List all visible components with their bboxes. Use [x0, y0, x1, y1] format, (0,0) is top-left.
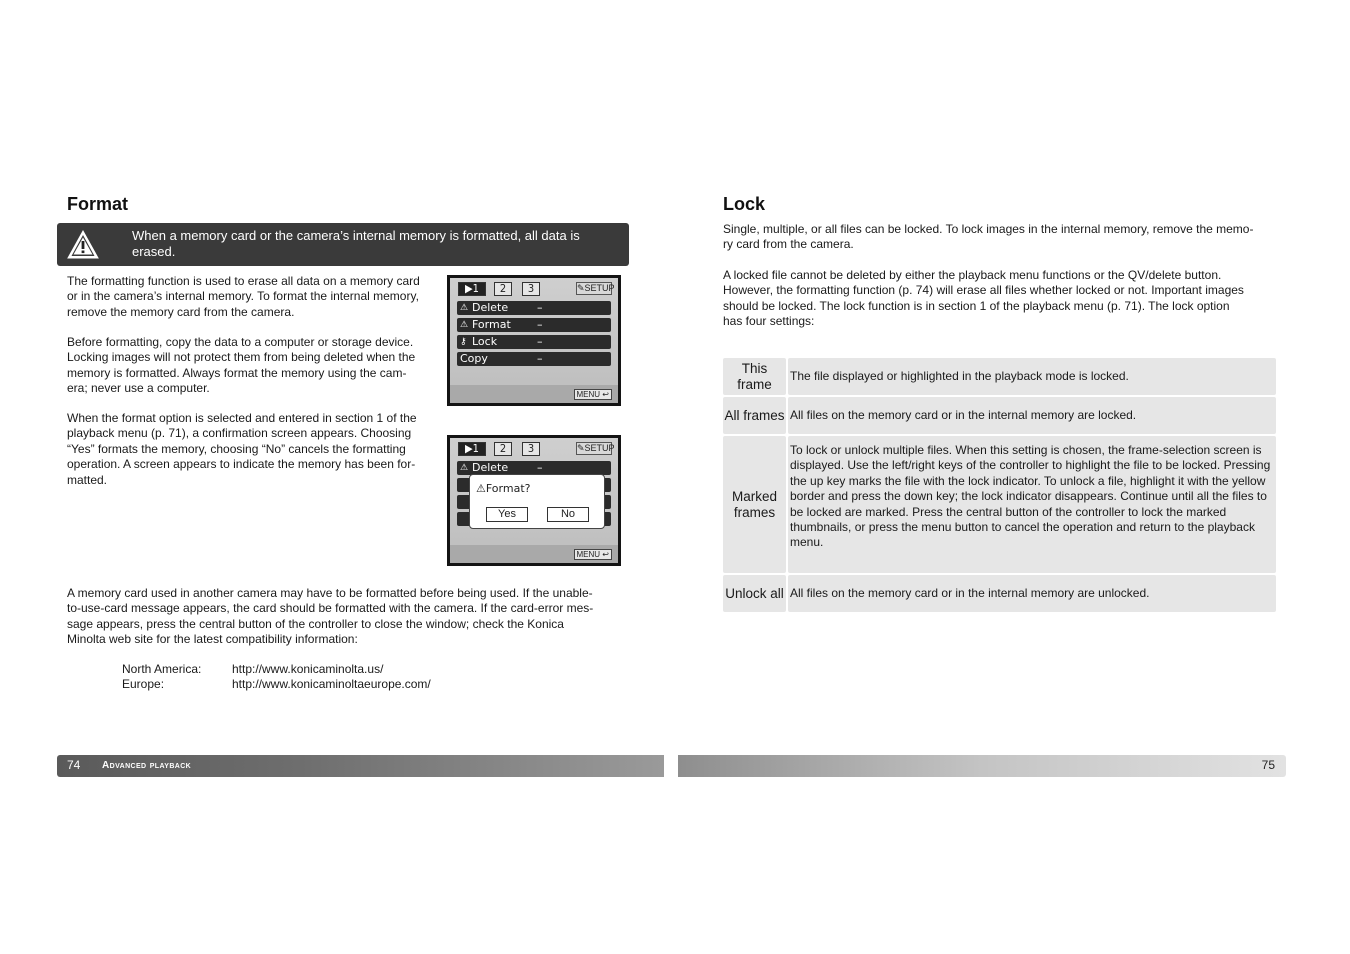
camera-menu-screenshot	[447, 275, 621, 406]
text-line: Before formatting, copy the data to a computer or storage device.	[67, 335, 414, 349]
playback-tab-2: 2	[494, 282, 512, 296]
table-row-label: This frame	[723, 358, 786, 395]
table-row-label: Unlock all	[723, 575, 786, 612]
link-region-europe: Europe:	[122, 677, 165, 691]
format-intro-paragraph	[67, 274, 437, 320]
table-row-desc: To lock or unlock multiple files. When this setting is chosen, the frame-selection screen is displayed. Use the left/right keys of the controller to highlight the file to be locked. Pressing the up key marks the file with the lock indicator. To unlock a file, highlight it with the yellow border and press the down key; the lock indicator disappears. Continue until all the files to be locked are marked. Press the central button of the controller to lock the marked thumbnails, or press the menu button to cancel the operation and return to the playback menu.	[788, 436, 1276, 573]
playback-tab-1: ▶1	[458, 282, 486, 296]
page-number: 74	[67, 758, 81, 772]
key-icon: ⚷	[460, 337, 467, 347]
warning-text: When a memory card or the camera’s internal memory is formatted, all data is erased.	[132, 228, 580, 259]
warning-icon: ⚠	[476, 482, 486, 495]
text-line: Minolta web site for the latest compatibility information:	[67, 632, 358, 647]
footer-bar-right	[678, 755, 1286, 777]
text-line: or in the camera’s internal memory. To format the internal memory,	[67, 289, 419, 304]
link-region-north-america: North America:	[122, 662, 202, 676]
text-line: sage appears, press the central button of the controller to close the window; check the Konica	[67, 616, 564, 631]
text-line: remove the memory card from the camera.	[67, 304, 295, 319]
table-row-label: Marked frames	[723, 436, 786, 573]
text-line: memory is formatted. Always format the memory using the cam-	[67, 365, 407, 380]
link-europe[interactable]: http://www.konicaminoltaeurope.com/	[232, 677, 431, 691]
playback-tab-1: ▶1	[458, 442, 486, 456]
text-line: to-use-card message appears, the card should be formatted with the camera. If the card-error mes-	[67, 601, 594, 616]
text-line: Single, multiple, or all files can be locked. To lock images in the internal memory, remove the memo-	[723, 222, 1254, 236]
format-confirm-paragraph	[67, 411, 437, 488]
camera-bottom-bar	[450, 385, 618, 403]
yes-button[interactable]: Yes	[486, 507, 528, 522]
footer-bar-left	[57, 755, 664, 777]
warning-box	[57, 223, 629, 266]
menu-row-delete: ⚠ Delete –	[457, 461, 611, 475]
card-compatibility-paragraph	[67, 586, 627, 648]
format-copy-paragraph	[67, 335, 437, 397]
warning-icon	[66, 229, 100, 260]
text-line: The formatting function is used to erase all data on a memory card	[67, 274, 420, 288]
text-line: Locking images will not protect them from being deleted when the	[67, 350, 416, 365]
text-line: When the format option is selected and entered in section 1 of the	[67, 411, 417, 425]
table-row-desc: The file displayed or highlighted in the playback mode is locked.	[788, 358, 1276, 395]
menu-row-delete: ⚠ Delete –	[457, 301, 611, 315]
lock-intro-paragraph	[723, 222, 1279, 253]
text-line: ry card from the camera.	[723, 237, 854, 252]
playback-tab-3: 3	[522, 442, 540, 456]
menu-return-icon: MENU ↩	[574, 389, 613, 400]
camera-bottom-bar	[450, 545, 618, 563]
table-row-desc: All files on the memory card or in the internal memory are unlocked.	[788, 575, 1276, 612]
page-title-format: Format	[67, 194, 129, 214]
table-row-desc: All files on the memory card or in the internal memory are locked.	[788, 397, 1276, 434]
text-line: has four settings:	[723, 314, 815, 329]
text-line: “Yes” formats the memory, choosing “No” cancels the formatting	[67, 441, 406, 456]
setup-tab: ✎SETUP	[577, 283, 615, 293]
menu-return-icon: MENU ↩	[574, 549, 613, 560]
playback-tab-3: 3	[522, 282, 540, 296]
link-north-america[interactable]: http://www.konicaminolta.us/	[232, 662, 384, 676]
delete-warning-icon: ⚠	[460, 463, 469, 473]
format-warning-icon: ⚠	[460, 320, 469, 330]
text-line: However, the formatting function (p. 74) will erase all files whether locked or not. Important images	[723, 283, 1244, 298]
section-title: Advanced playback	[102, 760, 192, 771]
page-title-lock: Lock	[723, 194, 766, 214]
menu-row-copy: Copy –	[457, 352, 611, 366]
text-line: era; never use a computer.	[67, 381, 210, 396]
page-number: 75	[1261, 758, 1275, 772]
text-line: A memory card used in another camera may have to be formatted before being used. If the unable-	[67, 586, 593, 600]
delete-warning-icon: ⚠	[460, 303, 469, 313]
setup-tab: ✎SETUP	[577, 443, 615, 453]
dialog-message: ⚠Format?	[476, 482, 531, 495]
menu-row-lock: ⚷ Lock –	[457, 335, 611, 349]
lock-details-paragraph	[723, 268, 1279, 330]
text-line: operation. A screen appears to indicate the memory has been for-	[67, 457, 416, 472]
text-line: matted.	[67, 472, 108, 487]
table-row-label: All frames	[723, 397, 786, 434]
format-confirm-dialog	[469, 474, 605, 529]
text-line: playback menu (p. 71), a confirmation screen appears. Choosing	[67, 426, 412, 441]
no-button[interactable]: No	[547, 507, 589, 522]
playback-tab-2: 2	[494, 442, 512, 456]
camera-format-dialog-screenshot	[447, 435, 621, 566]
text-line: should be locked. The lock function is in section 1 of the playback menu (p. 71). The lock option	[723, 298, 1230, 313]
menu-row-format: ⚠ Format –	[457, 318, 611, 332]
text-line: A locked file cannot be deleted by either the playback menu functions or the QV/delete button.	[723, 268, 1222, 282]
